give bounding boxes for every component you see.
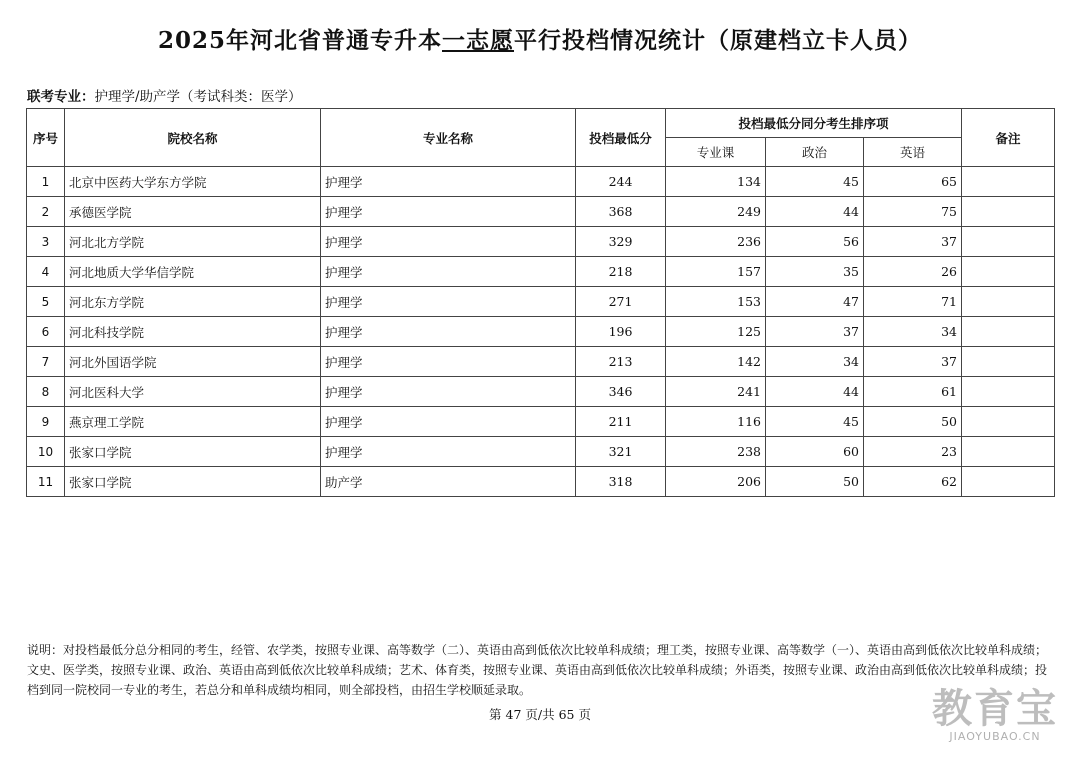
header-remark: 备注 [962,109,1055,167]
cell-min-score: 346 [576,377,666,407]
cell-min-score: 368 [576,197,666,227]
header-index: 序号 [27,109,65,167]
cell-school: 河北东方学院 [65,287,321,317]
cell-min-score: 321 [576,437,666,467]
cell-min-score: 244 [576,167,666,197]
cell-school: 河北地质大学华信学院 [65,257,321,287]
cell-index: 8 [27,377,65,407]
cell-index: 1 [27,167,65,197]
cell-english: 23 [864,437,962,467]
table-row [27,377,1055,407]
cell-remark [962,197,1055,227]
cell-min-score: 211 [576,407,666,437]
cell-remark [962,467,1055,497]
cell-professional: 142 [666,347,766,377]
cell-remark [962,317,1055,347]
cell-remark [962,377,1055,407]
table-row [27,407,1055,437]
header-school: 院校名称 [65,109,321,167]
explanation-note: 说明：对投档最低分总分相同的考生，经管、农学类，按照专业课、高等数学（二）、英语由高到低依次比较单科成绩；理工类，按照专业课、高等数学（一）、英语由高到低依次比较单科成绩；文史、医学类，按照专业课、政治、英语由高到低依次比较单科成绩；艺术、体育类，按照专业课、英语由高到低依次比较单科成绩；外语类，按照专业课、政治由高到低依次比较单科成绩；投档到同一院校同一专业的考生，若总分和单科成绩均相同，则全部投档，由招生学校顺延录取。 [27,643,1048,697]
cell-major: 助产学 [321,467,576,497]
table-row [27,317,1055,347]
cell-min-score: 271 [576,287,666,317]
watermark-text: 教育宝 [932,686,1058,732]
cell-politics: 44 [766,377,864,407]
cell-professional: 206 [666,467,766,497]
header-major: 专业名称 [321,109,576,167]
title-underlined: 一志愿 [442,27,514,54]
watermark-url: JIAOYUBAO.CN [949,730,1041,743]
cell-remark [962,437,1055,467]
cell-professional: 236 [666,227,766,257]
cell-english: 75 [864,197,962,227]
cell-politics: 47 [766,287,864,317]
cell-remark [962,347,1055,377]
cell-index: 6 [27,317,65,347]
header-professional: 专业课 [666,138,766,167]
cell-professional: 116 [666,407,766,437]
cell-school: 张家口学院 [65,437,321,467]
cell-min-score: 218 [576,257,666,287]
cell-school: 承德医学院 [65,197,321,227]
cell-major: 护理学 [321,287,576,317]
cell-school: 河北外国语学院 [65,347,321,377]
cell-school: 张家口学院 [65,467,321,497]
cell-major: 护理学 [321,347,576,377]
table-row [27,467,1055,497]
cell-min-score: 213 [576,347,666,377]
cell-politics: 34 [766,347,864,377]
cell-professional: 249 [666,197,766,227]
cell-school: 河北医科大学 [65,377,321,407]
cell-major: 护理学 [321,227,576,257]
table-row [27,167,1055,197]
cell-index: 7 [27,347,65,377]
title-part-1: 2025年河北省普通专升本 [157,27,442,54]
exam-major-line [27,85,302,105]
cell-school: 燕京理工学院 [65,407,321,437]
cell-politics: 44 [766,197,864,227]
cell-professional: 238 [666,437,766,467]
cell-professional: 241 [666,377,766,407]
cell-remark [962,227,1055,257]
admission-table [26,108,1055,497]
cell-english: 34 [864,317,962,347]
cell-politics: 60 [766,437,864,467]
cell-major: 护理学 [321,197,576,227]
table-row [27,287,1055,317]
cell-index: 4 [27,257,65,287]
cell-politics: 56 [766,227,864,257]
cell-index: 5 [27,287,65,317]
table-row [27,347,1055,377]
cell-remark [962,407,1055,437]
cell-index: 3 [27,227,65,257]
cell-school: 北京中医药大学东方学院 [65,167,321,197]
header-min-score: 投档最低分 [576,109,666,167]
cell-major: 护理学 [321,407,576,437]
header-politics: 政治 [766,138,864,167]
cell-english: 50 [864,407,962,437]
cell-politics: 37 [766,317,864,347]
cell-index: 11 [27,467,65,497]
table-row [27,227,1055,257]
cell-index: 10 [27,437,65,467]
cell-politics: 45 [766,407,864,437]
cell-professional: 153 [666,287,766,317]
cell-major: 护理学 [321,257,576,287]
cell-english: 61 [864,377,962,407]
cell-major: 护理学 [321,377,576,407]
title-part-2: 平行投档情况统计（原建档立卡人员） [514,27,922,54]
table-row [27,437,1055,467]
cell-school: 河北科技学院 [65,317,321,347]
cell-remark [962,257,1055,287]
cell-min-score: 318 [576,467,666,497]
page-number: 第 47 页/共 65 页 [489,707,591,722]
exam-major-label: 联考专业： [27,89,95,105]
cell-english: 62 [864,467,962,497]
exam-major-value: 护理学/助产学（考试科类：医学） [94,89,302,105]
table-row [27,257,1055,287]
cell-index: 9 [27,407,65,437]
cell-english: 37 [864,227,962,257]
cell-min-score: 196 [576,317,666,347]
table-row [27,197,1055,227]
cell-remark [962,287,1055,317]
cell-school: 河北北方学院 [65,227,321,257]
cell-english: 26 [864,257,962,287]
page-title [0,22,1080,55]
header-english: 英语 [864,138,962,167]
cell-english: 65 [864,167,962,197]
cell-index: 2 [27,197,65,227]
cell-major: 护理学 [321,437,576,467]
cell-english: 37 [864,347,962,377]
cell-english: 71 [864,287,962,317]
cell-politics: 45 [766,167,864,197]
header-tiebreak-group: 投档最低分同分考生排序项 [666,109,962,138]
cell-professional: 134 [666,167,766,197]
cell-major: 护理学 [321,317,576,347]
cell-remark [962,167,1055,197]
cell-major: 护理学 [321,167,576,197]
cell-politics: 50 [766,467,864,497]
cell-min-score: 329 [576,227,666,257]
cell-politics: 35 [766,257,864,287]
cell-professional: 125 [666,317,766,347]
cell-professional: 157 [666,257,766,287]
